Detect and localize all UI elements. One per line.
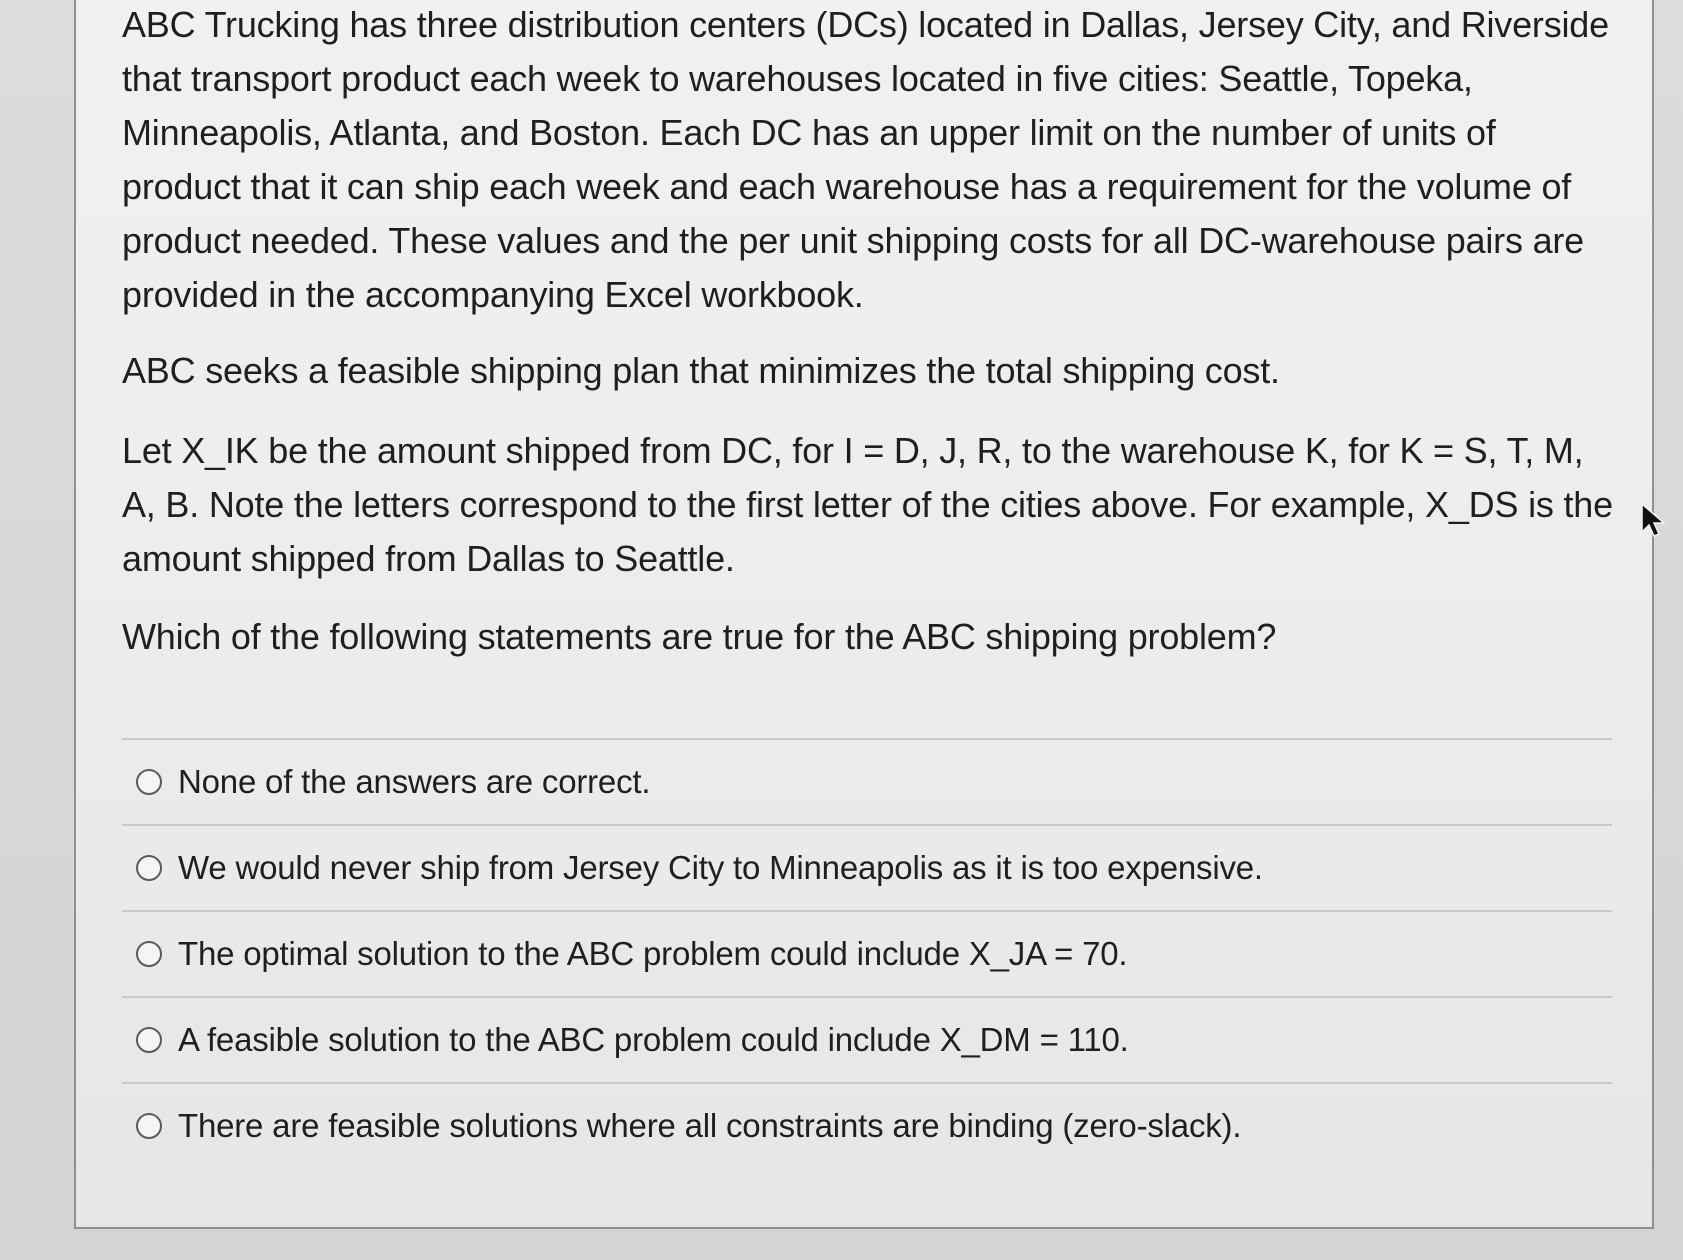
- question-panel: [74, 0, 1654, 1229]
- answer-option-3[interactable]: [122, 912, 1612, 996]
- radio-unchecked-icon[interactable]: [136, 1113, 162, 1139]
- answer-option-4[interactable]: [122, 998, 1612, 1082]
- question-paragraph-variables: Let X_IK be the amount shipped from DC, for I = D, J, R, to the warehouse K, for K = S, T, M, A, B. Note the letters correspond to the first letter of the cities above. For example, X_DS is the amount shipped from Dallas to Seattle.: [122, 430, 1613, 579]
- answer-option-2[interactable]: [122, 826, 1612, 910]
- answer-option-label: A feasible solution to the ABC problem could include X_DM = 110.: [178, 1021, 1129, 1058]
- answer-option-1[interactable]: [122, 740, 1612, 824]
- answer-options: [122, 738, 1612, 1168]
- question-paragraph-objective: ABC seeks a feasible shipping plan that minimizes the total shipping cost.: [122, 350, 1280, 391]
- mouse-pointer-icon: [1640, 502, 1666, 538]
- answer-option-label: The optimal solution to the ABC problem could include X_JA = 70.: [178, 935, 1128, 972]
- answer-option-label: There are feasible solutions where all constraints are binding (zero-slack).: [178, 1107, 1242, 1144]
- question-prompt: Which of the following statements are true for the ABC shipping problem?: [122, 616, 1277, 657]
- radio-unchecked-icon[interactable]: [136, 855, 162, 881]
- answer-option-label: None of the answers are correct.: [178, 763, 651, 800]
- question-paragraph-intro: ABC Trucking has three distribution centers (DCs) located in Dallas, Jersey City, and Riverside that transport product each week to warehouses located in five cities: Seattle, Topeka, Minneapolis, Atlanta, and Boston. Each DC has an upper limit on the number of units of product that it can ship each week and each warehouse has a requirement for the volume of product needed. These values and the per unit shipping costs for all DC-warehouse pairs are provided in the accompanying Excel workbook.: [122, 4, 1609, 315]
- answer-option-5[interactable]: [122, 1084, 1612, 1168]
- answer-option-label: We would never ship from Jersey City to Minneapolis as it is too expensive.: [178, 849, 1263, 886]
- radio-unchecked-icon[interactable]: [136, 769, 162, 795]
- radio-unchecked-icon[interactable]: [136, 1027, 162, 1053]
- radio-unchecked-icon[interactable]: [136, 941, 162, 967]
